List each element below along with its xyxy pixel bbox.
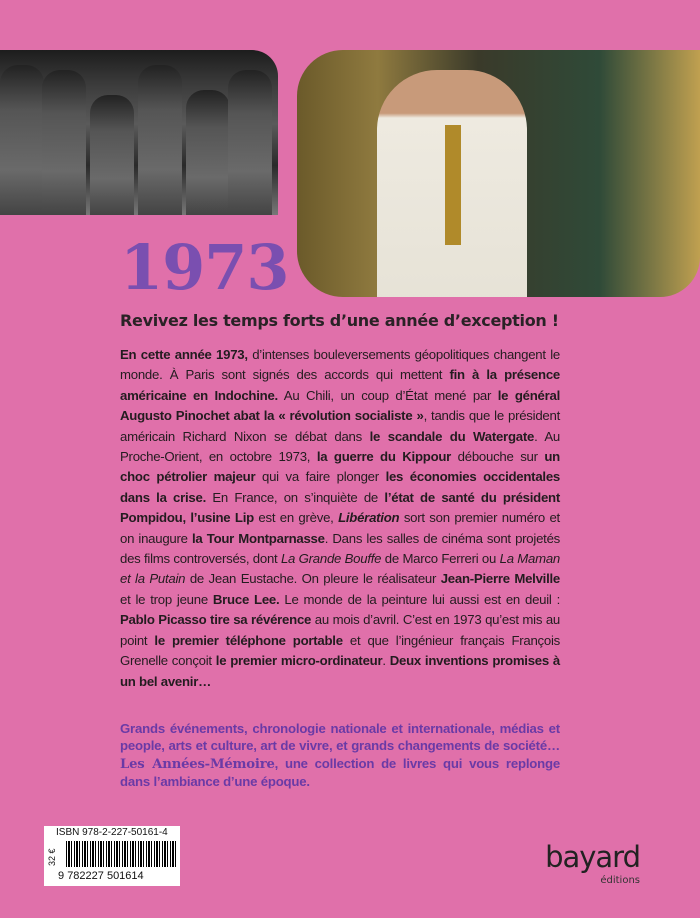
emphasis-text: le premier téléphone portable (154, 632, 343, 648)
year-title: 1973 (120, 231, 289, 304)
isbn-text: ISBN 978-2-227-50161-4 (56, 827, 168, 838)
emphasis-text: le général Augusto Pinochet abat la « révolution socialiste » (120, 387, 560, 424)
emphasis-text: Deux inventions promises à un bel avenir… (120, 653, 561, 689)
body-text: En France, on s’inquiète de (206, 489, 385, 505)
summary-paragraph (120, 345, 560, 692)
publisher-sub: éditions (600, 875, 640, 886)
emphasis-text: l’état de santé du président Pompidou, l’usine Lip (120, 489, 560, 526)
body-text: de Jean Eustache. On pleure le réalisateur (185, 571, 441, 587)
emphasis-text: un choc pétrolier majeur (120, 449, 560, 485)
emphasis-text: la guerre du Kippour (316, 449, 452, 465)
body-text: . (382, 653, 390, 669)
teaser-outro: , une collection de livres qui vous replonge dans l’ambiance d’une époque. (120, 755, 560, 790)
body-text: et le trop jeune (120, 591, 213, 607)
barcode-bars (66, 841, 176, 867)
body-text: , tandis que le président américain Richard Nixon se débat dans (120, 408, 560, 444)
collection-name: Les Années-Mémoire (120, 756, 275, 772)
emphasis-text: le scandale du Watergate (369, 428, 535, 444)
collection-teaser (120, 720, 560, 791)
emphasis-text: fin à la présence américaine en Indochine. (120, 367, 560, 403)
emphasis-text: Pablo Picasso tire sa révérence (120, 612, 312, 628)
emphasis-text: En cette année 1973, (120, 347, 248, 362)
emphasis-text: la Tour Montparnasse (192, 530, 325, 546)
barcode-digits-rest: 782227 501614 (67, 870, 144, 882)
emphasis-text: les économies occidentales dans la crise. (120, 469, 560, 505)
body-text: sort son premier numéro et on inaugure (120, 510, 560, 546)
body-text: . Dans les salles de cinéma sont projetés des films controversés, dont (120, 530, 560, 567)
text-column (120, 232, 560, 791)
body-text: débouche sur (451, 449, 545, 465)
barcode-digits (58, 870, 144, 883)
isbn-barcode (44, 826, 180, 886)
body-text: Au Chili, un coup d’État mené par (277, 387, 498, 403)
military-salute-photo (0, 50, 278, 215)
body-text: au mois d’avril. C’est en 1973 qu’est mis au point (120, 612, 560, 648)
emphasis-text: Libération (338, 510, 400, 526)
body-text: Le monde de la peinture lui aussi est en deuil : (279, 591, 560, 607)
body-text: et que l’ingénieur français François Grenelle conçoit (120, 632, 561, 669)
emphasis-text: La Grande Bouffe (280, 551, 382, 567)
headline: Revivez les temps forts d’une année d’exception ! (120, 311, 559, 330)
body-text: de Marco Ferreri ou (381, 551, 500, 567)
body-text: . Au Proche-Orient, en octobre 1973, (120, 428, 561, 465)
publisher-name: bayard (545, 840, 640, 874)
emphasis-text: Bruce Lee. (212, 591, 280, 607)
emphasis-text: Jean-Pierre Melville (440, 571, 560, 587)
barcode-digit-first: 9 (58, 870, 65, 882)
body-text: est en grève, (253, 510, 339, 526)
emphasis-text: le premier micro-ordinateur (215, 653, 383, 669)
teaser-intro: Grands événements, chronologie nationale et internationale, médias et people, arts et culture, art de vivre, et grands changements de société… (120, 720, 560, 754)
body-text: qui va faire plonger (255, 469, 386, 485)
publisher-logo (545, 840, 640, 887)
price: 32 € (47, 848, 57, 866)
emphasis-text: La Maman et la Putain (120, 551, 561, 587)
body-text: d’intenses bouleversements géopolitiques changent le monde. À Paris sont signés des accords qui mettent (120, 347, 560, 383)
